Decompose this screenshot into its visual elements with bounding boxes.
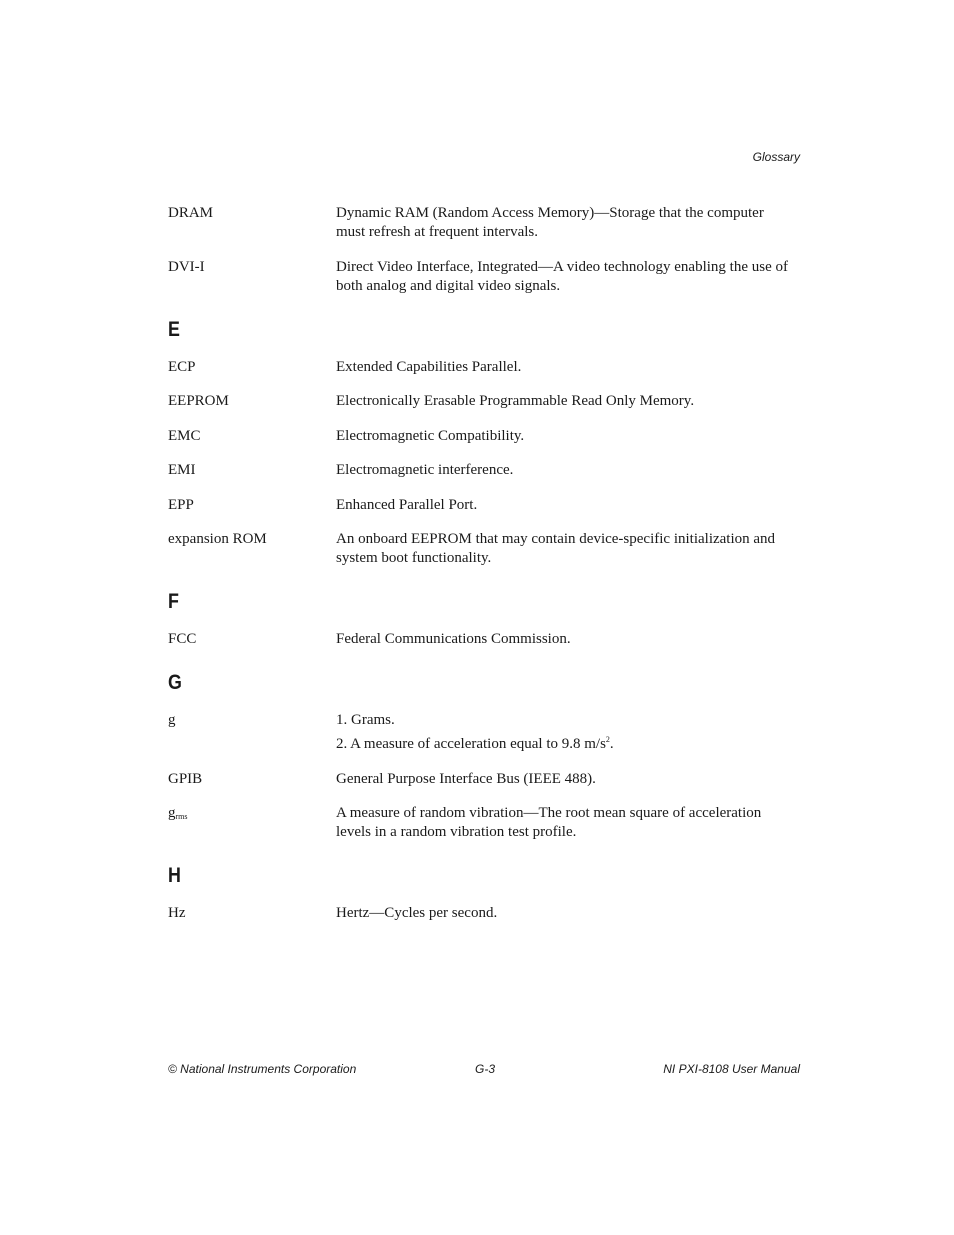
definition-line: must refresh at frequent intervals. xyxy=(336,224,539,240)
glossary-entry xyxy=(168,258,804,296)
definition-text: . xyxy=(609,736,614,752)
definition-line: Extended Capabilities Parallel. xyxy=(336,358,522,375)
glossary-entry xyxy=(168,204,804,242)
definition-text: 2. A measure of acceleration equal to 9.8 m/s xyxy=(336,736,606,752)
glossary-definition xyxy=(336,204,804,242)
glossary-term: ECP xyxy=(168,358,196,375)
glossary-entry xyxy=(168,630,804,649)
glossary-term xyxy=(168,804,336,842)
definition-line: A measure of random vibration—The root mean square of acceleration xyxy=(336,805,762,821)
definition-line: Direct Video Interface, Integrated—A video technology enabling the use of xyxy=(336,258,788,275)
glossary-term: EMI xyxy=(168,462,196,478)
glossary-entry xyxy=(168,904,804,923)
glossary-term: Hz xyxy=(168,905,186,921)
glossary-content xyxy=(168,204,804,939)
glossary-definition xyxy=(336,804,804,842)
glossary-term: FCC xyxy=(168,631,197,647)
glossary-term: expansion ROM xyxy=(168,531,267,547)
section-letter: E xyxy=(168,317,180,341)
definition-line: Dynamic RAM (Random Access Memory)—Storage that the computer xyxy=(336,205,764,221)
glossary-definition xyxy=(336,630,804,649)
glossary-definition xyxy=(336,530,804,568)
glossary-term: EPP xyxy=(168,496,194,513)
definition-line: General Purpose Interface Bus (IEEE 488). xyxy=(336,770,596,787)
definition-line: Federal Communications Commission. xyxy=(336,631,571,647)
glossary-entry xyxy=(168,392,804,411)
glossary-entry xyxy=(168,427,804,446)
definition-line: system boot functionality. xyxy=(336,550,492,566)
glossary-definition xyxy=(336,461,804,480)
section-letter: H xyxy=(168,864,181,887)
glossary-term: EMC xyxy=(168,427,201,444)
subscript: rms xyxy=(175,812,188,821)
glossary-term: EEPROM xyxy=(168,393,229,409)
glossary-definition xyxy=(336,496,804,515)
term-text: g xyxy=(168,805,176,821)
definition-line: 1. Grams. xyxy=(336,712,395,728)
running-header: Glossary xyxy=(752,150,800,164)
glossary-definition xyxy=(336,427,804,446)
definition-line: Hertz—Cycles per second. xyxy=(336,905,498,921)
glossary-entry xyxy=(168,804,804,842)
glossary-term: DRAM xyxy=(168,205,214,221)
definition-line: Electromagnetic Compatibility. xyxy=(336,427,525,444)
definition-line: Electronically Erasable Programmable Read Only Memory. xyxy=(336,393,695,409)
glossary-entry xyxy=(168,461,804,480)
glossary-entry xyxy=(168,530,804,568)
glossary-term: GPIB xyxy=(168,770,203,787)
glossary-entry xyxy=(168,358,804,377)
section-letter: G xyxy=(168,671,182,694)
footer-copyright: © National Instruments Corporation xyxy=(168,1062,357,1076)
definition-line: levels in a random vibration test profile. xyxy=(336,824,577,840)
glossary-definition xyxy=(336,258,804,296)
glossary-term: DVI-I xyxy=(168,258,205,275)
definition-line: An onboard EEPROM that may contain device-specific initialization and xyxy=(336,531,776,547)
glossary-definition xyxy=(336,770,804,789)
definition-line xyxy=(336,730,804,754)
glossary-definition xyxy=(336,904,804,923)
glossary-definition xyxy=(336,392,804,411)
definition-line: Enhanced Parallel Port. xyxy=(336,496,478,513)
definition-line: both analog and digital video signals. xyxy=(336,277,561,294)
glossary-entry xyxy=(168,770,804,789)
definition-line: Electromagnetic interference. xyxy=(336,462,514,478)
section-letter: F xyxy=(168,590,179,613)
glossary-entry xyxy=(168,711,804,754)
glossary-term: g xyxy=(168,712,176,728)
glossary-definition xyxy=(336,358,804,377)
glossary-definition xyxy=(336,711,804,754)
glossary-entry xyxy=(168,496,804,515)
superscript: 2 xyxy=(605,735,610,744)
page-number: G-3 xyxy=(475,1062,496,1076)
footer-manual-title: NI PXI-8108 User Manual xyxy=(663,1062,800,1076)
